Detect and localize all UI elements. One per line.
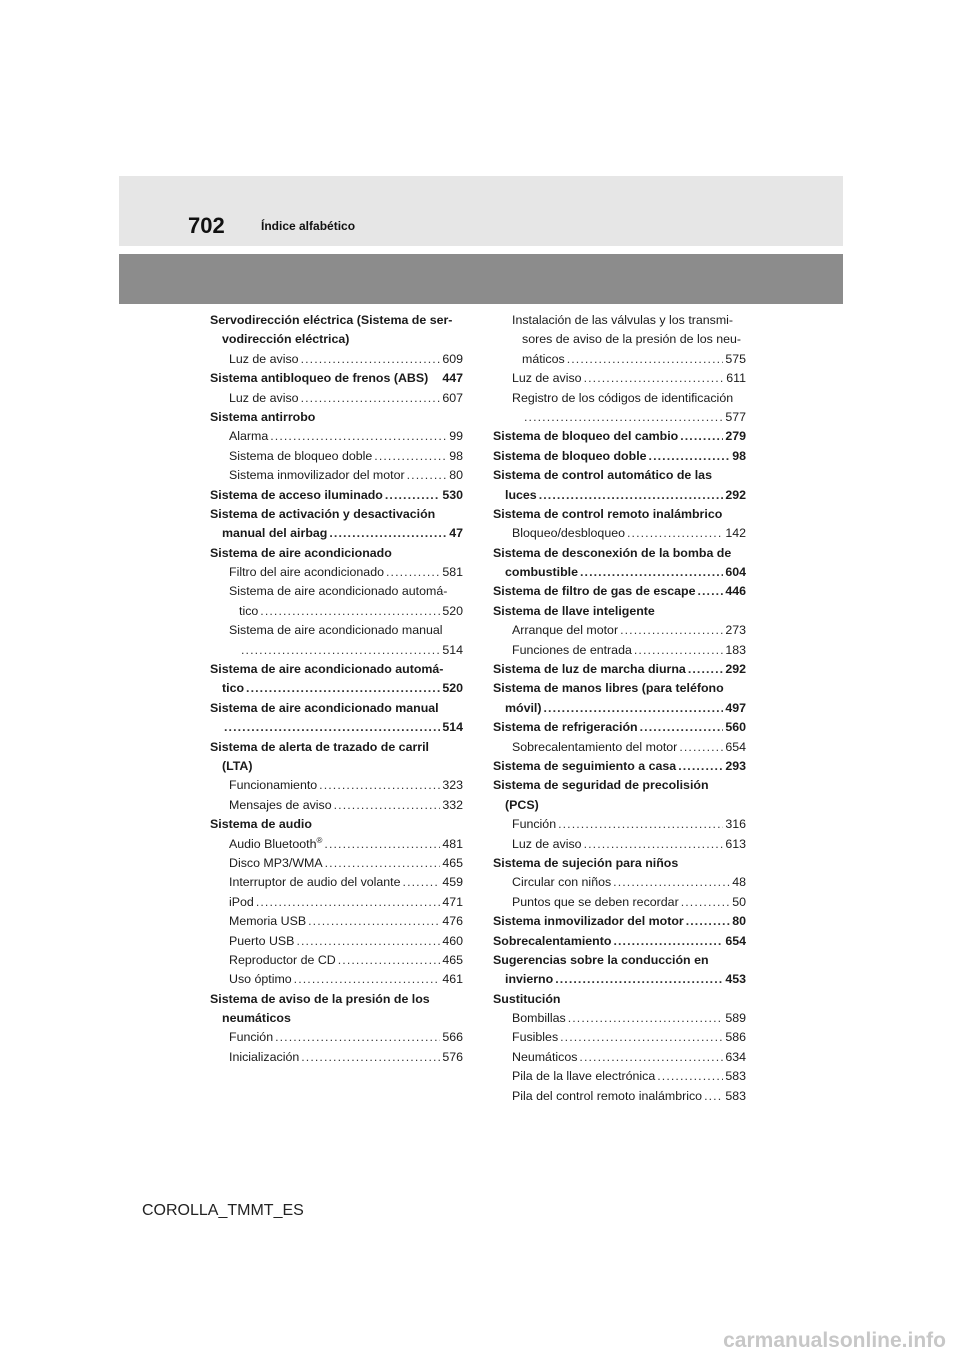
index-entry (493, 641, 746, 660)
dot-leader (579, 1048, 723, 1067)
index-entry-page: 461 (442, 972, 463, 987)
dot-leader (688, 660, 724, 679)
index-entry-text: Sistema antirrobo (210, 409, 316, 424)
index-entry-text: Función (512, 817, 557, 832)
index-entry-text: Arranque del motor (512, 623, 619, 638)
index-entry-page: 575 (725, 351, 746, 366)
index-entry (493, 427, 746, 446)
index-entry-page: 47 (449, 526, 463, 541)
index-entry-page: 560 (725, 720, 746, 735)
index-entry-text: Sistema de filtro de gas de escape (493, 584, 696, 599)
index-entry-text: luces (505, 487, 537, 502)
dot-leader (679, 738, 723, 757)
index-entry (493, 408, 746, 427)
index-entry-page: 576 (442, 1049, 463, 1064)
dot-leader (558, 815, 723, 834)
index-entry-text: máticos (522, 351, 565, 366)
dot-leader (580, 563, 723, 582)
index-entry-text: Sistema de aire acondicionado manual (210, 700, 439, 715)
dot-leader (386, 563, 440, 582)
index-entry (493, 757, 746, 776)
index-entry (493, 582, 746, 601)
index-entry (493, 563, 746, 582)
index-entry (210, 854, 463, 873)
registered-mark: ® (316, 835, 323, 845)
header-top-band (119, 176, 843, 246)
index-entry-text: Bombillas (512, 1011, 566, 1026)
index-entry-text: Sistema de aire acondicionado (210, 545, 392, 560)
index-entry-page: 460 (442, 933, 463, 948)
index-entry-page: 50 (732, 894, 746, 909)
header-gray-band (119, 254, 843, 304)
dot-leader (308, 912, 440, 931)
index-entry (493, 1067, 746, 1086)
index-entry-page: 609 (442, 351, 463, 366)
index-entry (210, 679, 463, 698)
index-entry-page: 465 (442, 952, 463, 967)
dot-leader (544, 699, 724, 718)
index-entry-page: 530 (442, 487, 463, 502)
dot-leader (407, 466, 448, 485)
index-entry-page: 476 (442, 914, 463, 929)
index-entry (493, 621, 746, 640)
index-entry-page: 332 (442, 797, 463, 812)
index-entry-page: 583 (725, 1088, 746, 1103)
index-entry-text: Sistema de acceso iluminado (210, 487, 383, 502)
index-entry-page: 586 (725, 1030, 746, 1045)
index-entry (210, 912, 463, 931)
index-entry-page: 481 (442, 836, 463, 851)
index-entry-text: Sistema de aire acondicionado automá- (229, 584, 448, 599)
index-column-left (210, 311, 463, 1067)
index-entry (493, 660, 746, 679)
dot-leader (627, 524, 723, 543)
index-entry (210, 1028, 463, 1047)
dot-leader (681, 893, 731, 912)
index-entry (493, 544, 746, 563)
document-code: COROLLA_TMMT_ES (142, 1202, 304, 1219)
index-entry (210, 641, 463, 660)
index-entry (493, 796, 746, 815)
index-entry-text: Servodirección eléctrica (Sistema de ser- (210, 313, 453, 327)
index-entry (493, 873, 746, 892)
dot-leader (374, 447, 447, 466)
index-entry-page: 634 (725, 1049, 746, 1064)
index-entry-page: 80 (732, 914, 746, 929)
index-entry-text: Reproductor de CD (229, 952, 336, 967)
index-entry-page: 654 (725, 739, 746, 754)
dot-leader (338, 951, 441, 970)
dot-leader (301, 350, 441, 369)
index-entry (210, 621, 463, 640)
index-entry-text: (LTA) (222, 758, 253, 773)
index-entry (493, 389, 746, 408)
index-entry-page: 273 (725, 623, 746, 638)
dot-leader (555, 970, 723, 989)
dot-leader (539, 486, 724, 505)
index-entry (210, 563, 463, 582)
index-entry-text: iPod (229, 894, 254, 909)
index-entry (210, 738, 463, 757)
index-entry-text: Sistema de alerta de trazado de carril (210, 739, 429, 754)
dot-leader (319, 776, 440, 795)
index-entry-page: 459 (442, 875, 463, 890)
index-entry-text: neumáticos (222, 1011, 291, 1026)
index-entry-text: (PCS) (505, 797, 539, 812)
watermark-url: carmanualsonline.info (723, 1329, 946, 1352)
index-entry-page: 566 (442, 1030, 463, 1045)
index-entry (210, 466, 463, 485)
dot-leader (260, 602, 440, 621)
index-entry-text: Sistema de control automático de las (493, 468, 712, 483)
index-entry (210, 873, 463, 892)
index-entry (493, 835, 746, 854)
index-entry-text: Interruptor de audio del volante (229, 875, 401, 890)
dot-leader (568, 1009, 724, 1028)
index-entry (493, 699, 746, 718)
dot-leader (324, 835, 440, 854)
index-entry (493, 505, 746, 524)
index-entry-text: Bloqueo/desbloqueo (512, 526, 625, 541)
index-entry-text: manual del airbag (222, 526, 328, 541)
index-entry (493, 1048, 746, 1067)
index-entry (210, 524, 463, 543)
index-entry (493, 311, 746, 330)
index-entry-text: Sistema inmovilizador del motor (493, 914, 684, 929)
dot-leader (385, 486, 440, 505)
dot-leader (686, 912, 730, 931)
index-entry-page: 292 (725, 662, 746, 677)
index-entry-text: Funciones de entrada (512, 642, 632, 657)
dot-leader (524, 408, 723, 427)
index-entry-text: tico (239, 603, 259, 618)
index-entry (493, 990, 746, 1009)
dot-leader (584, 835, 724, 854)
dot-leader (678, 757, 723, 776)
index-entry-text: Disco MP3/WMA (229, 855, 323, 870)
index-entry (210, 1009, 463, 1028)
dot-leader (296, 932, 440, 951)
index-entry-text: Sobrecalentamiento (493, 933, 612, 948)
dot-leader (256, 893, 441, 912)
index-entry-page: 142 (725, 526, 746, 541)
index-entry (493, 1087, 746, 1106)
index-entry (210, 427, 463, 446)
dot-leader (301, 1048, 440, 1067)
page-number: 702 (188, 213, 225, 238)
index-entry (210, 1048, 463, 1067)
index-entry-text: Sustitución (493, 991, 561, 1006)
index-entry (210, 776, 463, 795)
index-entry-page: 583 (725, 1069, 746, 1084)
index-entry (493, 912, 746, 931)
index-entry (493, 970, 746, 989)
index-entry (210, 486, 463, 505)
index-entry-text: Alarma (229, 429, 269, 444)
index-entry (493, 350, 746, 369)
dot-leader (704, 1087, 723, 1106)
index-entry-text: Inicialización (229, 1049, 300, 1064)
index-entry-page: 293 (725, 758, 746, 773)
index-entry-page: 99 (449, 429, 463, 444)
index-entry-text: Sistema de aire acondicionado automá- (210, 662, 444, 677)
index-entry (210, 699, 463, 718)
dot-leader (567, 350, 724, 369)
index-entry-text: invierno (505, 972, 554, 987)
index-entry-text: Uso óptimo (229, 972, 292, 987)
index-entry-text: Sistema de control remoto inalámbrico (493, 506, 723, 521)
index-entry-text: Circular con niños (512, 875, 612, 890)
index-entry-page: 323 (442, 778, 463, 793)
index-entry-text: Sistema de bloqueo del cambio (493, 429, 679, 444)
index-entry-page: 465 (442, 855, 463, 870)
dot-leader (275, 1028, 440, 1047)
index-entry-page: 453 (725, 972, 746, 987)
index-entry-text: Registro de los códigos de identificación (512, 390, 734, 405)
dot-leader (270, 427, 447, 446)
index-entry-text: Audio Bluetooth® (229, 835, 323, 851)
index-entry (210, 796, 463, 815)
index-entry-text: Sistema antibloqueo de frenos (ABS) (210, 371, 429, 386)
dot-leader (640, 718, 724, 737)
index-entry (493, 776, 746, 795)
index-entry (210, 582, 463, 601)
index-entry-page: 98 (732, 448, 746, 463)
index-entry-text: Pila de la llave electrónica (512, 1069, 656, 1084)
dot-leader (329, 524, 447, 543)
index-entry-text: Instalación de las válvulas y los transmi- (512, 313, 734, 327)
index-entry-text: Luz de aviso (229, 351, 299, 366)
index-entry-page: 447 (442, 371, 463, 386)
index-entry-text: Función (229, 1030, 274, 1045)
index-entry-text: móvil) (505, 700, 542, 715)
index-entry (210, 350, 463, 369)
index-entry-text: Sistema de audio (210, 817, 312, 832)
index-entry (210, 544, 463, 563)
index-entry (493, 1009, 746, 1028)
index-entry (210, 835, 463, 854)
dot-leader (634, 641, 723, 660)
index-entry (210, 311, 463, 330)
index-entry (210, 757, 463, 776)
dot-leader (620, 621, 723, 640)
index-entry-text: Puerto USB (229, 933, 295, 948)
index-entry-page: 611 (726, 371, 746, 386)
index-entry-page: 471 (442, 894, 463, 909)
dot-leader (680, 427, 723, 446)
index-entry (493, 602, 746, 621)
index-entry (210, 718, 463, 737)
index-entry-text: tico (222, 681, 245, 696)
index-entry-text: Sistema de seguridad de precolisión (493, 778, 709, 793)
index-entry (493, 369, 746, 388)
index-entry-text: Pila del control remoto inalámbrico (512, 1088, 703, 1103)
dot-leader (613, 932, 723, 951)
index-entry-text: Sistema de bloqueo doble (493, 448, 647, 463)
index-entry-page: 514 (442, 642, 463, 657)
index-entry-page: 98 (449, 448, 463, 463)
index-entry (493, 932, 746, 951)
index-entry-text: Sistema de manos libres (para teléfono (493, 681, 724, 696)
dot-leader (560, 1028, 723, 1047)
index-entry-text: Sistema de seguimiento a casa (493, 758, 677, 773)
index-column-right (493, 311, 746, 1106)
index-entry-page: 589 (725, 1011, 746, 1026)
index-entry (210, 602, 463, 621)
index-entry-text: Sistema inmovilizador del motor (229, 468, 405, 483)
index-entry-page: 279 (725, 429, 746, 444)
index-entry-text: Fusibles (512, 1030, 559, 1045)
index-entry-text: Sobrecalentamiento del motor (512, 739, 678, 754)
index-entry-page: 446 (725, 584, 746, 599)
index-entry-page: 514 (442, 720, 463, 735)
index-entry-text: Funcionamiento (229, 778, 318, 793)
index-entry-text: Memoria USB (229, 914, 307, 929)
index-entry-text: sores de aviso de la presión de los neu- (522, 332, 742, 347)
index-entry (210, 893, 463, 912)
index-entry (210, 932, 463, 951)
index-entry-page: 80 (449, 468, 463, 483)
dot-leader (649, 447, 731, 466)
dot-leader (584, 369, 725, 388)
index-entry-page: 520 (442, 681, 463, 696)
index-entry (210, 505, 463, 524)
index-entry (210, 408, 463, 427)
dot-leader (657, 1067, 723, 1086)
index-entry-text: Sistema de sujeción para niños (493, 855, 679, 870)
index-entry (493, 718, 746, 737)
dot-leader (294, 970, 441, 989)
index-entry (210, 990, 463, 1009)
dot-leader (241, 641, 440, 660)
index-entry-page: 577 (725, 409, 746, 424)
index-entry (493, 330, 746, 349)
index-entry-page: 520 (442, 603, 463, 618)
index-entry-text: Sistema de llave inteligente (493, 603, 655, 618)
index-entry (210, 660, 463, 679)
index-entry-text: vodirección eléctrica) (222, 332, 350, 347)
dot-leader (301, 389, 441, 408)
index-entry (210, 369, 463, 388)
index-entry (493, 951, 746, 970)
index-entry-page: 48 (732, 875, 746, 890)
index-entry (493, 854, 746, 873)
index-entry-page: 316 (725, 817, 746, 832)
index-entry-text: Puntos que se deben recordar (512, 894, 679, 909)
index-entry (493, 486, 746, 505)
dot-leader (325, 854, 441, 873)
index-entry (493, 738, 746, 757)
index-entry-text: Luz de aviso (512, 836, 582, 851)
index-entry-text: Sistema de bloqueo doble (229, 448, 373, 463)
index-entry (493, 447, 746, 466)
index-entry (493, 679, 746, 698)
index-entry-page: 292 (725, 487, 746, 502)
index-entry (210, 951, 463, 970)
dot-leader (246, 679, 440, 698)
index-entry (493, 524, 746, 543)
index-entry-text: Sugerencias sobre la conducción en (493, 952, 709, 967)
index-entry-text: combustible (505, 565, 578, 580)
index-entry-page: 654 (725, 933, 746, 948)
index-entry (493, 1028, 746, 1047)
index-entry-page: 581 (442, 565, 463, 580)
index-entry-page: 613 (725, 836, 746, 851)
index-entry (210, 330, 463, 349)
index-entry-text: Luz de aviso (512, 371, 582, 386)
dot-leader (224, 718, 440, 737)
index-entry-page: 607 (442, 390, 463, 405)
dot-leader (334, 796, 441, 815)
index-entry-page: 604 (725, 565, 746, 580)
index-entry-text: Luz de aviso (229, 390, 299, 405)
index-entry (493, 466, 746, 485)
index-entry-page: 183 (725, 642, 746, 657)
index-entry-page: 497 (725, 700, 746, 715)
index-entry-text: Sistema de desconexión de la bomba de (493, 545, 732, 560)
dot-leader (613, 873, 730, 892)
dot-leader (697, 582, 723, 601)
index-entry (210, 389, 463, 408)
section-title: Índice alfabético (261, 219, 356, 233)
index-entry-text: Sistema de aviso de la presión de los (210, 991, 430, 1006)
index-entry-text: Mensajes de aviso (229, 797, 332, 812)
index-entry-text: Sistema de activación y desactivación (210, 506, 436, 521)
index-entry (210, 447, 463, 466)
index-entry-text: Sistema de aire acondicionado manual (229, 623, 443, 638)
index-entry-text: Sistema de refrigeración (493, 720, 638, 735)
index-entry-text: Filtro del aire acondicionado (229, 565, 384, 580)
index-entry (493, 815, 746, 834)
dot-leader (403, 873, 441, 892)
index-entry (210, 970, 463, 989)
index-entry (493, 893, 746, 912)
index-entry-text: Sistema de luz de marcha diurna (493, 662, 686, 677)
index-entry (210, 815, 463, 834)
index-entry-text: Neumáticos (512, 1049, 578, 1064)
